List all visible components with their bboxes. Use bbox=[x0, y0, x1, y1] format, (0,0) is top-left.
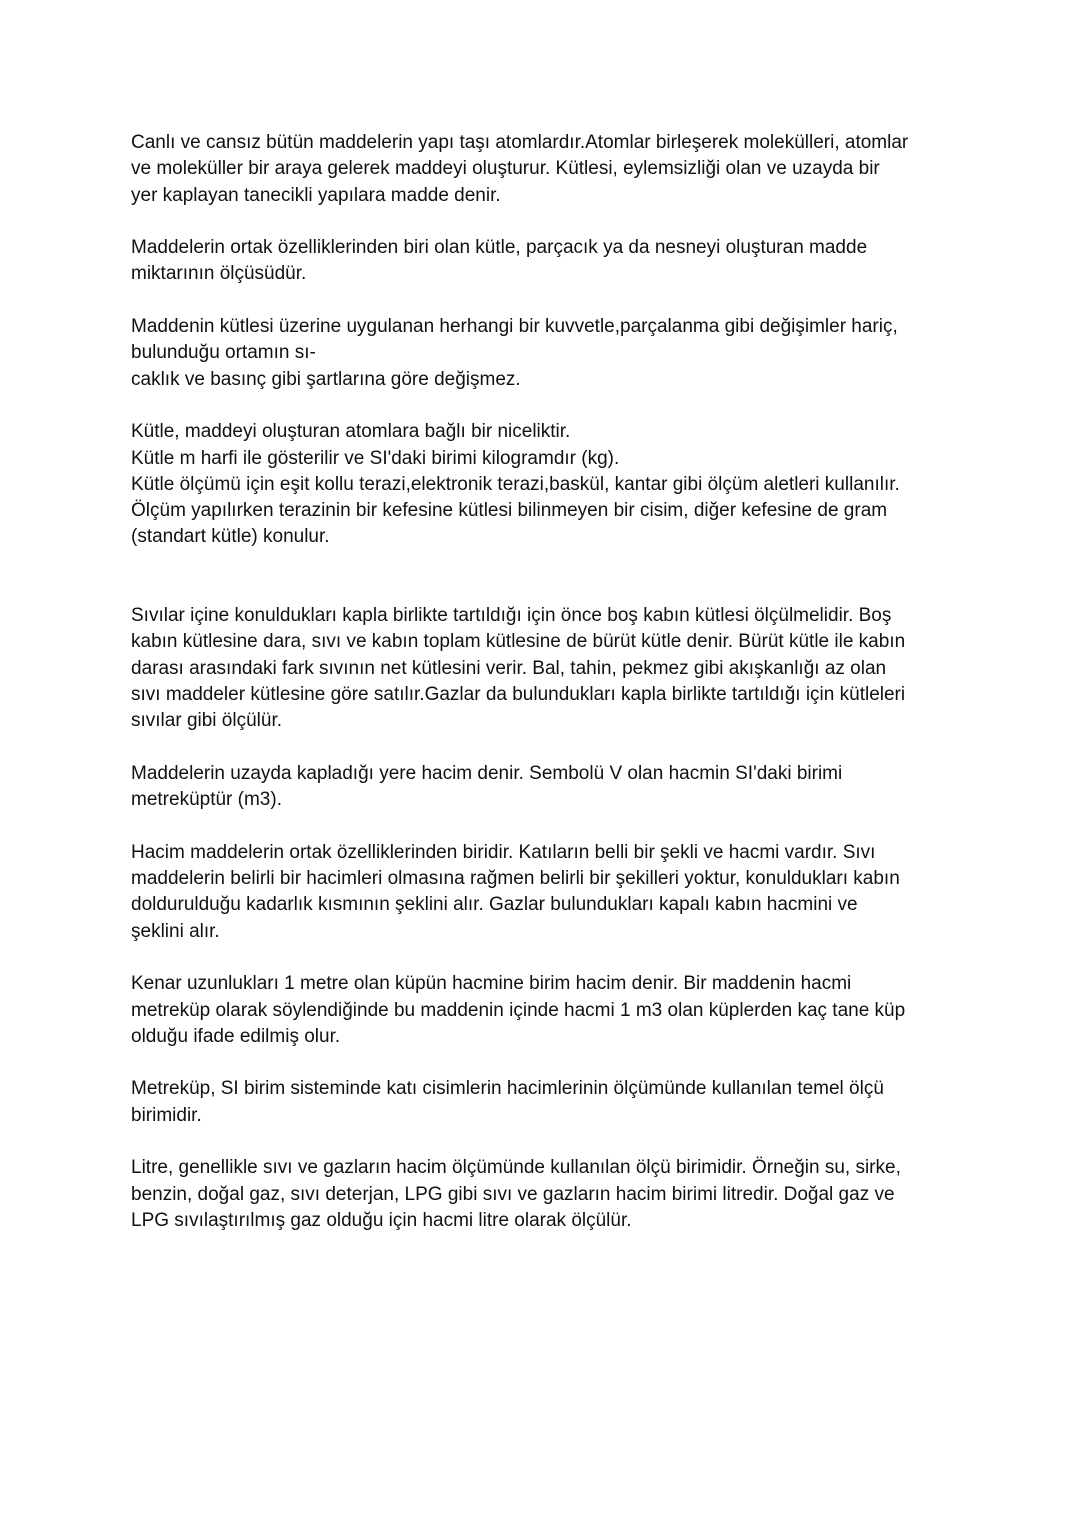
text-line: (standart kütle) konulur. bbox=[131, 526, 330, 548]
text-line: Hacim maddelerin ortak özelliklerinden biridir. Katıların belli bir şekli ve hacmi vardır. Sıvı bbox=[131, 841, 876, 863]
text-line: şeklini alır. bbox=[131, 920, 220, 942]
text-line: bulunduğu ortamın sı- bbox=[131, 342, 316, 364]
text-line: Metreküp, SI birim sisteminde katı cisimlerin hacimlerinin ölçümünde kullanılan temel ölçü bbox=[131, 1078, 884, 1100]
text-line: sıvılar gibi ölçülür. bbox=[131, 710, 283, 732]
paragraph-liquid-mass bbox=[131, 603, 961, 734]
paragraph-mass-measurement bbox=[131, 419, 961, 550]
paragraph-mass-invariance bbox=[131, 314, 961, 393]
text-line: metreküp olarak söylendiğinde bu maddenin içinde hacmi 1 m3 olan küplerden kaç tane küp bbox=[131, 999, 906, 1021]
text-line: ve moleküller bir araya gelerek maddeyi oluşturur. Kütlesi, eylemsizliği olan ve uzayda bir bbox=[131, 158, 880, 180]
text-line: Maddelerin ortak özelliklerinden biri olan kütle, parçacık ya da nesneyi oluşturan madde bbox=[131, 237, 868, 259]
document-body bbox=[131, 130, 961, 1260]
text-line: darası arasındaki fark sıvının net kütlesini verir. Bal, tahin, pekmez gibi akışkanlığı az olan bbox=[131, 657, 887, 679]
text-line: doldurulduğu kadarlık kısmının şeklini alır. Gazlar bulundukları kapalı kabın hacmini ve bbox=[131, 894, 858, 916]
text-line: Canlı ve cansız bütün maddelerin yapı taşı atomlardır.Atomlar birleşerek molekülleri, atomlar bbox=[131, 132, 909, 153]
text-line: Kütle, maddeyi oluşturan atomlara bağlı bir niceliktir. bbox=[131, 421, 571, 443]
text-line: Kütle ölçümü için eşit kollu terazi,elektronik terazi,baskül, kantar gibi ölçüm aletleri kullanılır. bbox=[131, 473, 900, 495]
text-line: miktarının ölçüsüdür. bbox=[131, 263, 307, 285]
text-line: Sıvılar içine konuldukları kapla birlikte tartıldığı için önce boş kabın kütlesi ölçülmelidir. Boş bbox=[131, 605, 892, 627]
text-line: benzin, doğal gaz, sıvı deterjan, LPG gibi sıvı ve gazların hacim birimi litredir. Doğal gaz ve bbox=[131, 1183, 895, 1205]
text-line: Litre, genellikle sıvı ve gazların hacim ölçümünde kullanılan ölçü birimidir. Örneğin su, sirke, bbox=[131, 1157, 901, 1179]
blank-gap bbox=[131, 577, 961, 603]
text-line: caklık ve basınç gibi şartlarına göre değişmez. bbox=[131, 368, 521, 390]
text-line: olduğu ifade edilmiş olur. bbox=[131, 1025, 341, 1047]
paragraph-mass-definition bbox=[131, 235, 961, 288]
paragraph-unit-volume bbox=[131, 971, 961, 1050]
text-line: Kenar uzunlukları 1 metre olan küpün hacmine birim hacim denir. Bir maddenin hacmi bbox=[131, 973, 852, 995]
text-line: kabın kütlesine dara, sıvı ve kabın toplam kütlesine de bürüt kütle denir. Bürüt kütle ile kabın bbox=[131, 631, 906, 653]
text-line: Maddenin kütlesi üzerine uygulanan herhangi bir kuvvetle,parçalanma gibi değişimler hariç, bbox=[131, 316, 898, 338]
text-line: maddelerin belirli bir hacimleri olmasına rağmen belirli bir şekilleri yoktur, konuldukları kabın bbox=[131, 868, 900, 890]
paragraph-cubic-meter bbox=[131, 1076, 961, 1129]
paragraph-litre bbox=[131, 1155, 961, 1234]
text-line: yer kaplayan tanecikli yapılara madde denir. bbox=[131, 184, 501, 206]
text-line: Ölçüm yapılırken terazinin bir kefesine kütlesi bilinmeyen bir cisim, diğer kefesine de gram bbox=[131, 500, 888, 522]
paragraph-atoms bbox=[131, 130, 961, 209]
text-line: metreküptür (m3). bbox=[131, 789, 282, 811]
text-line: birimidir. bbox=[131, 1104, 202, 1126]
paragraph-volume-definition bbox=[131, 761, 961, 814]
text-line: LPG sıvılaştırılmış gaz olduğu için hacmi litre olarak ölçülür. bbox=[131, 1209, 632, 1231]
paragraph-volume-states bbox=[131, 840, 961, 945]
text-line: Maddelerin uzayda kapladığı yere hacim denir. Sembolü V olan hacmin SI'daki birimi bbox=[131, 762, 843, 784]
text-line: sıvı maddeler kütlesine göre satılır.Gazlar da bulundukları kapla birlikte tartıldığı için kütleleri bbox=[131, 683, 906, 705]
text-line: Kütle m harfi ile gösterilir ve SI'daki birimi kilogramdır (kg). bbox=[131, 447, 620, 469]
